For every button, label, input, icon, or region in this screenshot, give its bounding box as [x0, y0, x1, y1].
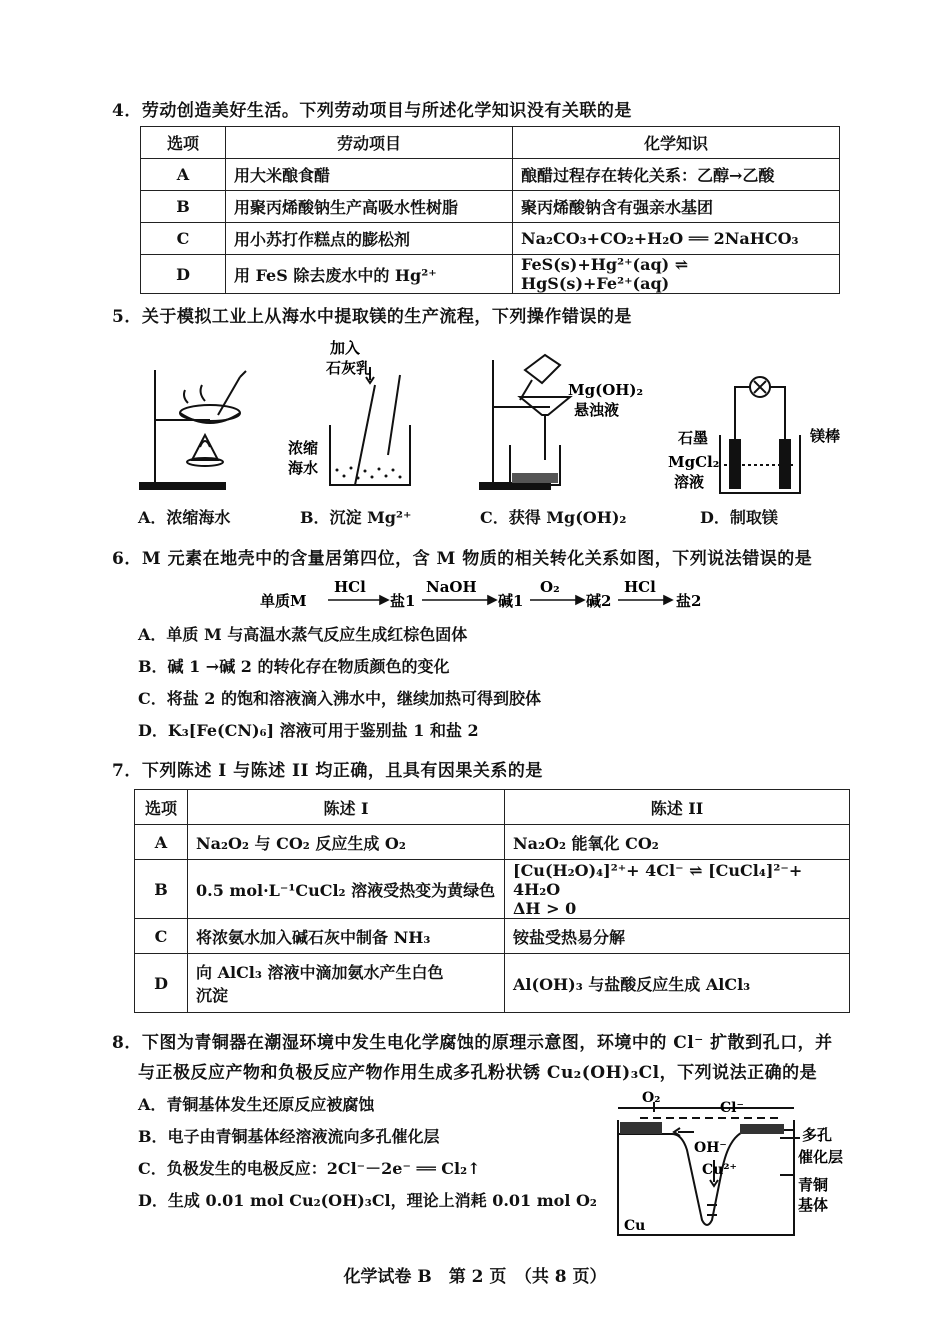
option-cell: D [135, 954, 188, 1013]
cu2-label: Cu²⁺ [702, 1162, 737, 1178]
question-4-table [140, 126, 840, 294]
chain-reagent-1: HCl [334, 578, 366, 596]
table-row [141, 159, 840, 191]
statement-ii-line: ΔH > 0 [513, 898, 577, 918]
label-graphite: 石墨 [678, 429, 709, 447]
q6-option-d: D．K₃[Fe(CN)₆] 溶液可用于鉴别盐 1 和盐 2 [138, 721, 479, 740]
option-cell: B [141, 191, 226, 223]
question-7-stem: 7．下列陈述 I 与陈述 II 均正确，且具有因果关系的是 [112, 761, 543, 781]
q8-option-b: B．电子由青铜基体经溶液流向多孔催化层 [138, 1127, 440, 1146]
statement-i-cell [188, 954, 505, 1013]
labor-cell: 用聚丙烯酸钠生产高吸水性树脂 [226, 191, 513, 223]
chain-node-2: 碱1 [498, 592, 524, 610]
header-cell: 劳动项目 [226, 127, 513, 159]
bronze-label-2: 基体 [798, 1196, 829, 1214]
q8-option-c: C．负极发生的电极反应：2Cl⁻－2e⁻ ══ Cl₂↑ [138, 1159, 481, 1178]
oh-label: OH⁻ [694, 1140, 727, 1156]
knowledge-cell: FeS(s)+Hg²⁺(aq) ⇌ HgS(s)+Fe²⁺(aq) [513, 255, 840, 294]
header-cell: 选项 [135, 790, 188, 825]
statement-ii-cell: 铵盐受热易分解 [505, 919, 850, 954]
label-suspension: 悬浊液 [574, 401, 620, 419]
table-header-row [135, 790, 850, 825]
q6-option-a: A．单质 M 与高温水蒸气反应生成红棕色固体 [138, 625, 468, 644]
labor-cell: 用大米酿食醋 [226, 159, 513, 191]
table-row [141, 191, 840, 223]
question-5-stem: 5．关于模拟工业上从海水中提取镁的生产流程，下列操作错误的是 [112, 307, 632, 327]
table-header-row [141, 127, 840, 159]
evaporation-apparatus [140, 370, 246, 489]
table-row [135, 825, 850, 860]
label-mgcl2: MgCl₂ [668, 453, 720, 471]
apparatus-figure [130, 335, 850, 500]
statement-i-line: 向 AlCl₃ 溶液中滴加氨水产生白色 [196, 963, 444, 982]
statement-i-cell: 0.5 mol·L⁻¹CuCl₂ 溶液受热变为黄绿色 [188, 860, 505, 919]
chain-node-0: 单质M [260, 592, 307, 610]
label-mgoh2: Mg(OH)₂ [568, 381, 644, 399]
precipitation-apparatus [330, 367, 410, 485]
label-mg-rod: 镁棒 [810, 427, 841, 445]
q5-option-c: C．获得 Mg(OH)₂ [480, 508, 627, 527]
q5-option-b: B．沉淀 Mg²⁺ [300, 508, 412, 527]
header-cell: 陈述 I [188, 790, 505, 825]
porous-label-2: 催化层 [798, 1148, 844, 1166]
chain-reagent-3: O₂ [540, 578, 560, 596]
filtration-apparatus [480, 355, 570, 489]
option-cell: A [135, 825, 188, 860]
porous-label-1: 多孔 [802, 1126, 833, 1144]
option-cell: C [141, 223, 226, 255]
chain-reagent-4: HCl [624, 578, 656, 596]
q6-option-c: C．将盐 2 的饱和溶液滴入沸水中，继续加热可得到胶体 [138, 689, 542, 708]
header-cell: 选项 [141, 127, 226, 159]
porous-layer-right [740, 1124, 784, 1134]
header-cell: 化学知识 [513, 127, 840, 159]
conversion-chain [260, 572, 720, 616]
option-cell: A [141, 159, 226, 191]
label-concentrated: 浓缩 [288, 439, 319, 457]
chain-node-3: 碱2 [586, 592, 612, 610]
statement-i-cell: Na₂O₂ 与 CO₂ 反应生成 O₂ [188, 825, 505, 860]
o2-label: O₂ [642, 1090, 661, 1106]
statement-ii-cell: Al(OH)₃ 与盐酸反应生成 AlCl₃ [505, 954, 850, 1013]
label-lime: 石灰乳 [326, 359, 372, 377]
statement-i-cell: 将浓氨水加入碱石灰中制备 NH₃ [188, 919, 505, 954]
q6-option-b: B．碱 1 →碱 2 的转化存在物质颜色的变化 [138, 657, 450, 676]
q8-option-a: A．青铜基体发生还原反应被腐蚀 [138, 1095, 375, 1114]
table-row [141, 255, 840, 294]
corrosion-diagram [612, 1090, 872, 1240]
question-7-table [134, 789, 850, 1013]
knowledge-cell: 酿醋过程存在转化关系：乙醇→乙酸 [513, 159, 840, 191]
header-cell: 陈述 II [505, 790, 850, 825]
cu-label: Cu [624, 1218, 646, 1234]
label-solution: 溶液 [674, 473, 705, 491]
question-4-stem: 4．劳动创造美好生活。下列劳动项目与所述化学知识没有关联的是 [112, 101, 632, 121]
chain-node-4: 盐2 [676, 592, 702, 610]
statement-i-line: 沉淀 [196, 986, 229, 1005]
labor-cell: 用小苏打作糕点的膨松剂 [226, 223, 513, 255]
table-row [135, 954, 850, 1013]
statement-ii-cell: Na₂O₂ 能氧化 CO₂ [505, 825, 850, 860]
option-cell: B [135, 860, 188, 919]
statement-ii-line: [Cu(H₂O)₄]²⁺+ 4Cl⁻ ⇌ [CuCl₄]²⁻+ 4H₂O [513, 860, 803, 899]
question-8-stem-line1: 8．下图为青铜器在潮湿环境中发生电化学腐蚀的原理示意图，环境中的 Cl⁻ 扩散到孔口，并 [112, 1033, 833, 1053]
option-cell: C [135, 919, 188, 954]
option-cell: D [141, 255, 226, 294]
electrolysis-apparatus [720, 377, 800, 493]
statement-ii-cell [505, 860, 850, 919]
label-seawater: 海水 [288, 459, 319, 477]
knowledge-cell: Na₂CO₃+CO₂+H₂O ══ 2NaHCO₃ [513, 223, 840, 255]
bronze-label-1: 青铜 [798, 1176, 829, 1194]
question-6-stem: 6．M 元素在地壳中的含量居第四位，含 M 物质的相关转化关系如图，下列说法错误的是 [112, 549, 813, 569]
label-add: 加入 [330, 339, 361, 357]
chain-node-1: 盐1 [390, 592, 416, 610]
question-8-stem-line2: 与正极反应产物和负极反应产物作用生成多孔粉状锈 Cu₂(OH)₃Cl，下列说法正确的是 [138, 1063, 818, 1083]
table-row [135, 919, 850, 954]
q5-option-a: A．浓缩海水 [138, 508, 231, 527]
q8-option-d: D．生成 0.01 mol Cu₂(OH)₃Cl，理论上消耗 0.01 mol O₂ [138, 1191, 597, 1210]
labor-cell: 用 FeS 除去废水中的 Hg²⁺ [226, 255, 513, 294]
chain-reagent-2: NaOH [426, 578, 477, 596]
knowledge-cell: 聚丙烯酸钠含有强亲水基团 [513, 191, 840, 223]
porous-layer-left [620, 1122, 662, 1134]
cl-label: Cl⁻ [720, 1100, 744, 1116]
q5-option-d: D．制取镁 [700, 508, 778, 527]
table-row [135, 860, 850, 919]
page-footer: 化学试卷 B 第 2 页 （共 8 页） [343, 1267, 607, 1287]
table-row [141, 223, 840, 255]
